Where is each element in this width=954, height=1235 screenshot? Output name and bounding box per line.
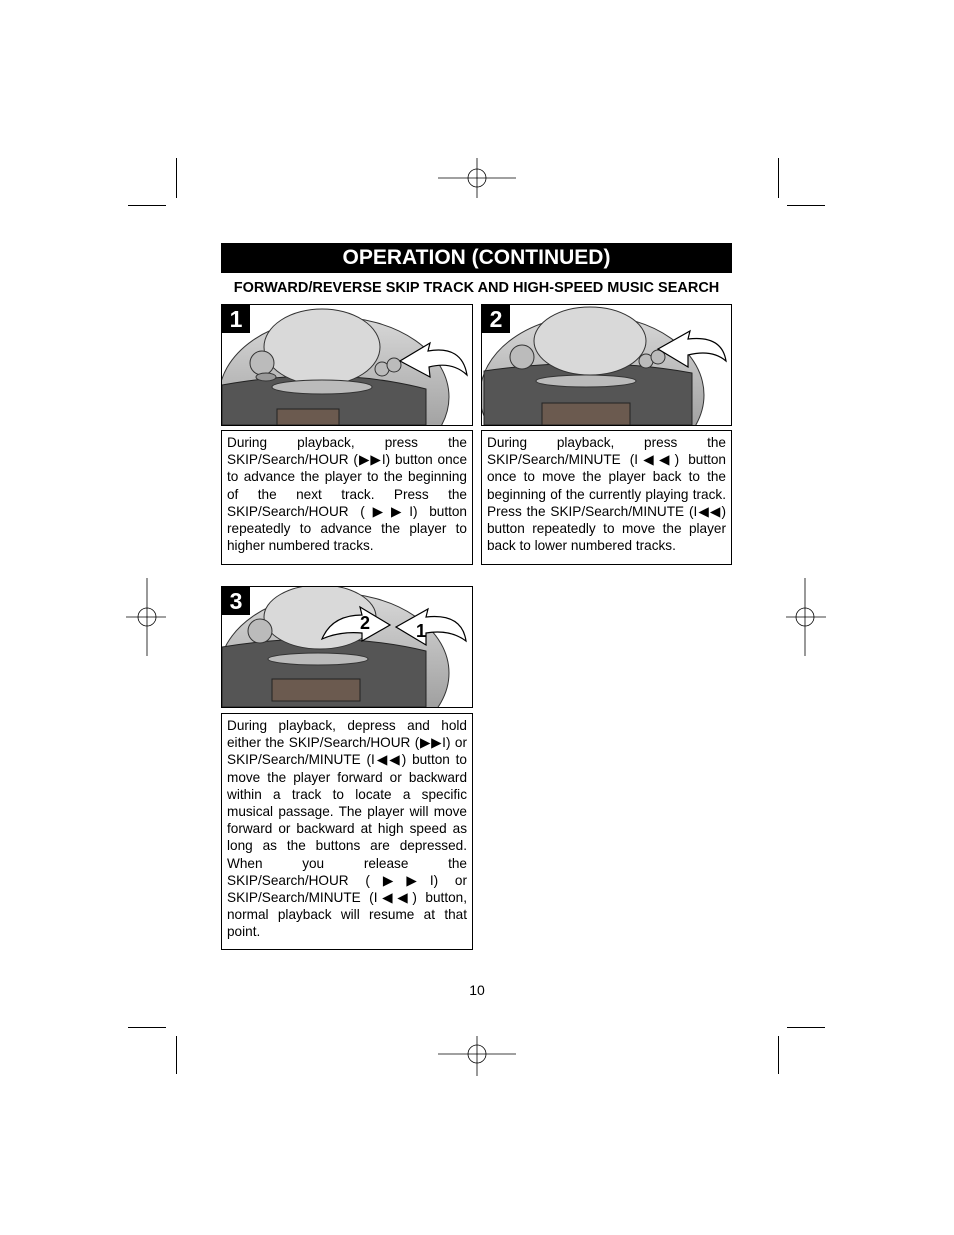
step-2-illustration — [481, 304, 732, 426]
step-3-number: 3 — [222, 587, 250, 615]
step-1-number: 1 — [222, 305, 250, 333]
step-1-text: During playback, press the SKIP/Search/HOUR (▶▶I) button once to advance the player to the beginning of the next track. Press the SKIP/Search/HOUR (▶▶I) button repeatedly to advance the player to higher numbered tracks. — [221, 430, 473, 565]
arrow-label-1: 1 — [416, 621, 427, 641]
step-2-number: 2 — [482, 305, 510, 333]
step-2-text: During playback, press the SKIP/Search/MINUTE (I◀◀) button once to move the player back to the beginning of the currently playing track. Press the SKIP/Search/MINUTE (I◀◀) button repeatedly to move the player back to lower numbered tracks. — [481, 430, 732, 565]
page-title: OPERATION (CONTINUED) — [221, 243, 732, 273]
step-3-illustration — [221, 586, 473, 708]
registration-mark-left — [126, 578, 166, 656]
registration-mark-right — [786, 578, 826, 656]
step-1-illustration — [221, 304, 473, 426]
section-subtitle: FORWARD/REVERSE SKIP TRACK AND HIGH-SPEED MUSIC SEARCH — [233, 280, 720, 296]
registration-mark-top — [438, 158, 516, 198]
registration-mark-bottom — [438, 1036, 516, 1076]
page-number: 10 — [469, 982, 485, 998]
step-3-text: During playback, depress and hold either the SKIP/Search/HOUR (▶▶I) or SKIP/Search/MINUTE (I◀◀) button to move the player forward or backward within a track to locate a specific musical passage. The player will move forward or backward at high speed as long as the buttons are depressed. When you release the SKIP/Search/HOUR (▶▶I) or SKIP/Search/MINUTE (I◀◀) button, normal playback will resume at that point. — [221, 713, 473, 950]
arrow-label-2: 2 — [360, 613, 371, 633]
